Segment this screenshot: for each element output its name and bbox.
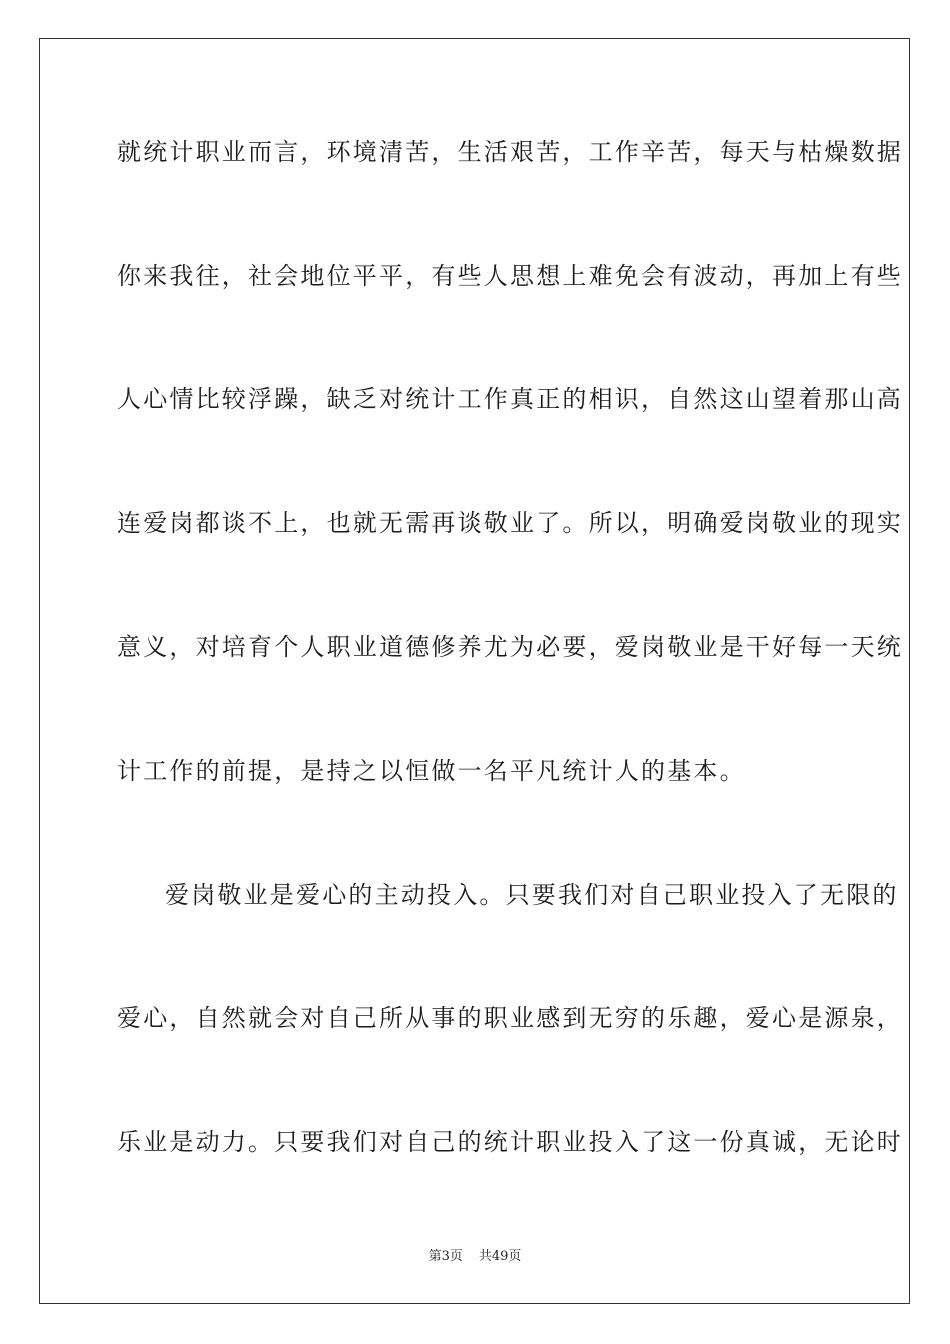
page-border xyxy=(39,38,910,1304)
body-line-9: 乐业是动力。只要我们对自己的统计职业投入了这一份真诚，无论时 xyxy=(117,1128,903,1156)
body-line-3: 人心情比较浮躁，缺乏对统计工作真正的相识，自然这山望着那山高 xyxy=(117,385,903,413)
page-footer xyxy=(0,1245,950,1264)
body-line-4: 连爱岗都谈不上，也就无需再谈敬业了。所以，明确爱岗敬业的现实 xyxy=(117,509,903,537)
body-line-5: 意义，对培育个人职业道德修养尤为必要，爱岗敬业是干好每一天统 xyxy=(117,633,903,661)
page-number: 第3页 xyxy=(428,1249,463,1264)
body-line-7-paragraph-start: 爱岗敬业是爱心的主动投入。只要我们对自己职业投入了无限的 xyxy=(165,881,899,909)
body-line-8: 爱心，自然就会对自己所从事的职业感到无穷的乐趣，爱心是源泉， xyxy=(117,1004,903,1032)
page-total: 共49页 xyxy=(478,1249,522,1264)
body-line-2: 你来我往，社会地位平平，有些人思想上难免会有波动，再加上有些 xyxy=(117,262,903,290)
body-line-1: 就统计职业而言，环境清苦，生活艰苦，工作辛苦，每天与枯燥数据 xyxy=(117,138,903,166)
body-line-6: 计工作的前提，是持之以恒做一名平凡统计人的基本。 xyxy=(117,757,746,785)
